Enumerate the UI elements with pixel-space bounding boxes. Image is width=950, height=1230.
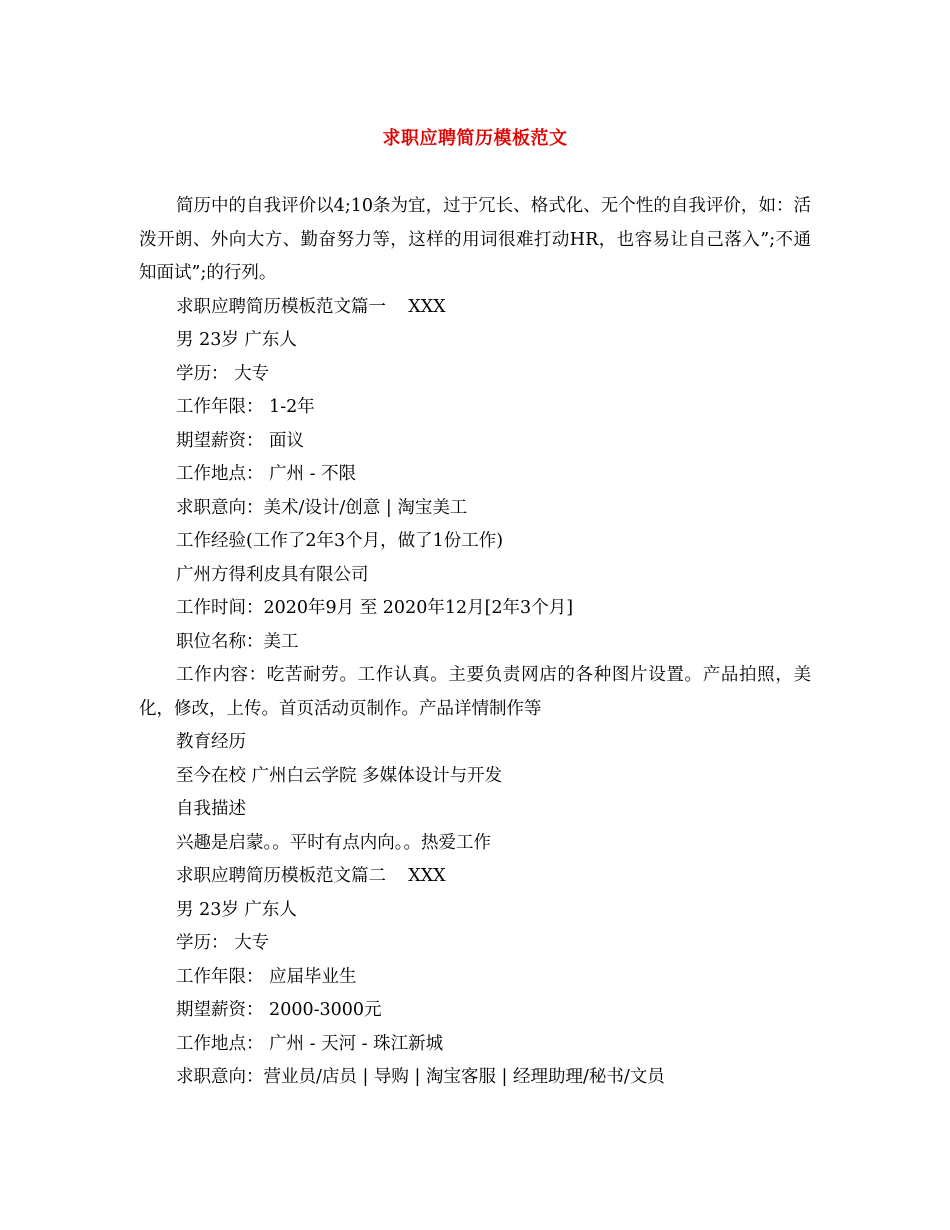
resume2-heading: 求职应聘简历模板范文篇二 XXX: [176, 866, 446, 886]
intro-paragraph: 简历中的自我评价以4;10条为宜，过于冗长、格式化、无个性的自我评价，如：活泼开朗、外向大方、勤奋努力等，这样的用词很难打动HR，也容易让自己落入”;不通知面试”;的行列。: [139, 196, 811, 283]
resume1-company: 广州方得利皮具有限公司: [176, 564, 369, 585]
resume2-basic-info: 男 23岁 广东人: [176, 899, 297, 920]
resume1-basic-info: 男 23岁 广东人: [176, 330, 297, 350]
document-body: [139, 190, 811, 1095]
resume2-expected-salary: 期望薪资： 2000-3000元: [176, 1000, 382, 1020]
resume2-work-location: 工作地点： 广州 - 天河 - 珠江新城: [176, 1033, 444, 1054]
resume1-position: 职位名称：美工: [176, 631, 299, 652]
document-title: 求职应聘简历模板范文: [382, 128, 568, 149]
resume1-job-intent: 求职意向：美术/设计/创意 | 淘宝美工: [176, 497, 468, 518]
resume1-education-detail: 至今在校 广州白云学院 多媒体设计与开发: [176, 765, 503, 786]
resume1-work-location: 工作地点： 广州 - 不限: [176, 464, 357, 484]
resume1-education-heading: 教育经历: [176, 732, 246, 752]
resume1-self-heading: 自我描述: [176, 799, 246, 819]
resume2-job-intent: 求职意向：营业员/店员 | 导购 | 淘宝客服 | 经理助理/秘书/文员: [176, 1067, 665, 1087]
resume1-work-time: 工作时间：2020年9月 至 2020年12月[2年3个月]: [176, 598, 574, 618]
resume1-duties: 工作内容：吃苦耐劳。工作认真。主要负责网店的各种图片设置。产品拍照，美化，修改，上传。首页活动页制作。产品详情制作等: [139, 665, 811, 719]
resume1-experience: 工作经验(工作了2年3个月，做了1份工作): [176, 531, 504, 551]
resume1-heading: 求职应聘简历模板范文篇一 XXX: [176, 296, 446, 317]
resume2-work-years: 工作年限： 应届毕业生: [176, 966, 357, 987]
resume1-self-detail: 兴趣是启蒙。。平时有点内向。。热爱工作: [176, 832, 491, 853]
resume1-expected-salary: 期望薪资： 面议: [176, 430, 305, 451]
resume2-education: 学历： 大专: [176, 933, 270, 953]
resume1-education: 学历： 大专: [176, 363, 270, 384]
resume1-work-years: 工作年限： 1-2年: [176, 397, 315, 417]
